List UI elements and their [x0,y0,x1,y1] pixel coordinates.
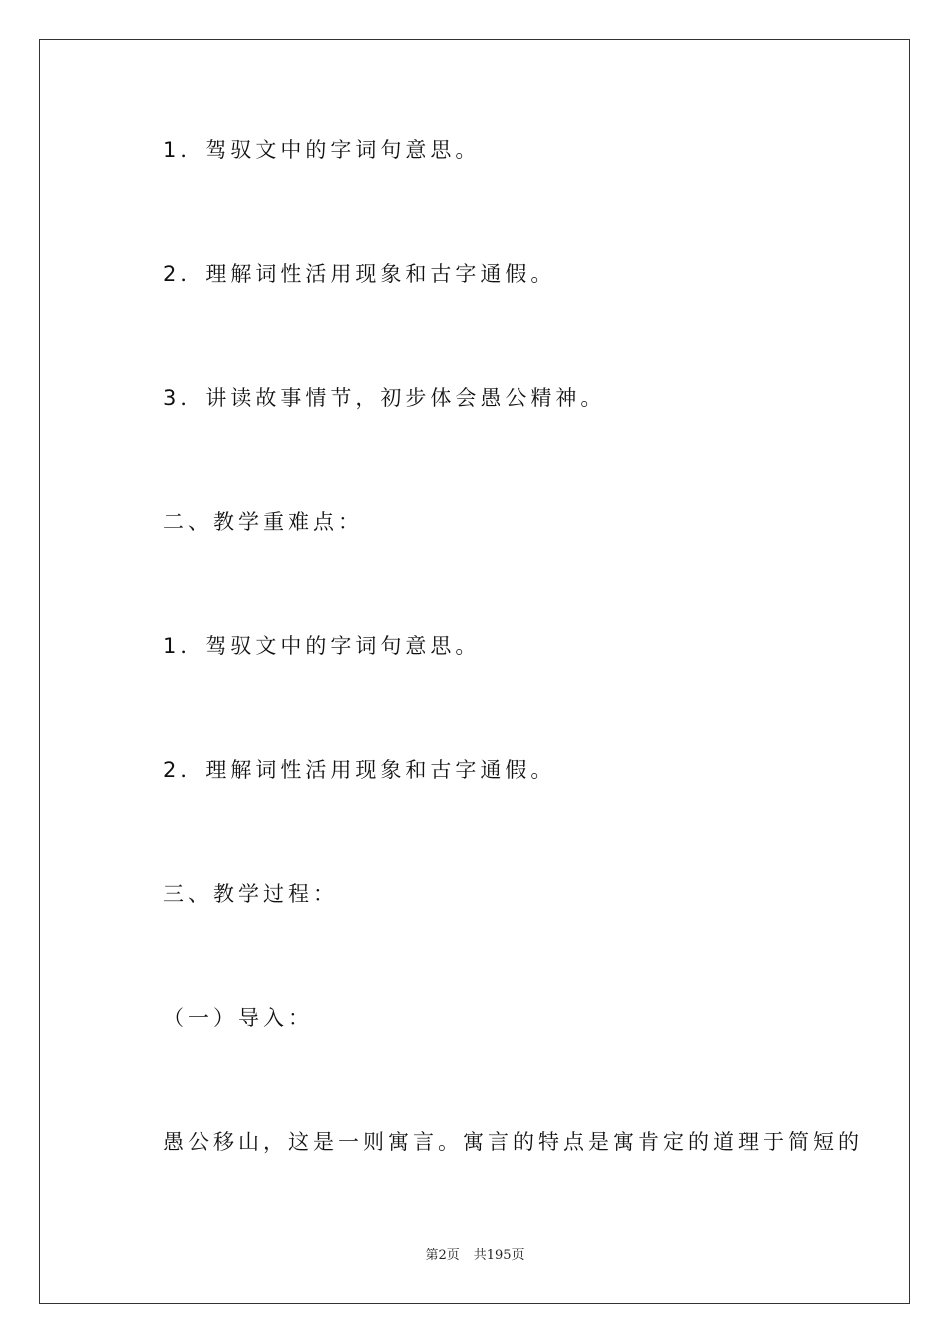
subsection-heading-intro: （一）导入： [163,1006,313,1030]
page-number: 第2页 [425,1248,460,1263]
key-point-item-2: 2．理解词性活用现象和古字通假。 [163,758,556,782]
page-total: 共195页 [473,1248,525,1263]
page-frame [39,39,910,1304]
objective-item-3: 3．讲读故事情节，初步体会愚公精神。 [163,386,606,410]
section-heading-process: 三、教学过程： [163,882,338,906]
body-paragraph: 愚公移山，这是一则寓言。寓言的特点是寓肯定的道理于简短的 [163,1130,863,1154]
objective-item-2: 2．理解词性活用现象和古字通假。 [163,262,556,286]
objective-item-1: 1．驾驭文中的字词句意思。 [163,138,481,162]
section-heading-key-points: 二、教学重难点： [163,510,363,534]
page-footer [0,1247,950,1265]
key-point-item-1: 1．驾驭文中的字词句意思。 [163,634,481,658]
